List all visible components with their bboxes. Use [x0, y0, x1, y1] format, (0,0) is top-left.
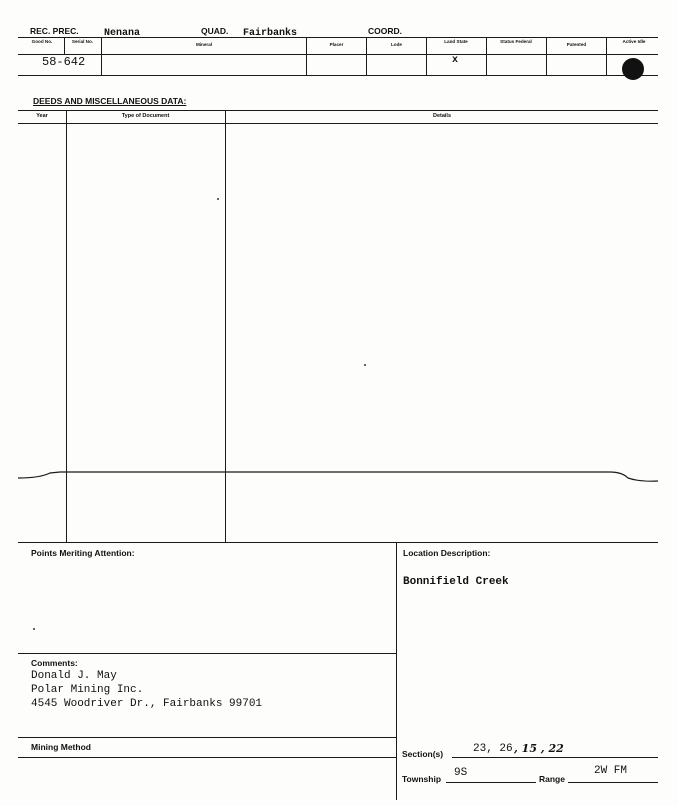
header-bottom-rule	[18, 75, 658, 76]
col-good-no: Good No.	[31, 39, 53, 44]
col-serial-no: Serial No.	[71, 39, 94, 44]
mining-method-label: Mining Method	[31, 742, 91, 752]
points-label: Points Meriting Attention:	[31, 548, 135, 558]
location-value: Bonnifield Creek	[403, 576, 509, 588]
coord-label: COORD.	[368, 26, 402, 36]
rec-prec-label: REC. PREC.	[30, 26, 79, 36]
sections-label: Section(s)	[402, 749, 444, 759]
township-underline	[446, 782, 536, 783]
header-middle-rule	[18, 54, 658, 55]
quad-label: QUAD.	[201, 26, 229, 36]
header-divider	[426, 37, 427, 75]
range-underline	[568, 782, 658, 783]
col-type-of-document: Type of Document	[121, 113, 170, 119]
lower-divider	[396, 542, 397, 800]
sections-underline	[452, 757, 658, 758]
land-state-mark: x	[452, 55, 459, 66]
col-land-state: Land State	[444, 39, 468, 44]
sections-handwritten-value: , 15 , 22	[514, 742, 564, 755]
col-status-federal: Status Federal	[500, 39, 532, 44]
township-label: Township	[402, 774, 442, 784]
sections-typed-value: 23, 26	[473, 743, 513, 755]
deeds-title: DEEDS AND MISCELLANEOUS DATA:	[33, 96, 187, 106]
comments-rule	[18, 653, 396, 654]
location-label: Location Description:	[403, 548, 491, 558]
range-value: 2W FM	[594, 765, 628, 777]
deeds-header-rule	[18, 123, 658, 124]
page-join-line	[0, 462, 678, 492]
mining-method-rule	[18, 737, 396, 738]
header-divider	[606, 37, 607, 75]
comments-label: Comments:	[31, 658, 78, 668]
col-year: Year	[36, 113, 48, 119]
header-top-rule	[18, 37, 658, 38]
range-label: Range	[539, 774, 565, 784]
comment-line: Polar Mining Inc.	[31, 684, 144, 696]
speck	[33, 628, 35, 630]
deeds-top-rule	[18, 110, 658, 111]
mining-method-underline	[18, 757, 396, 758]
township-value: 9S	[454, 767, 468, 779]
active-status-dot	[622, 58, 644, 80]
speck	[364, 364, 366, 366]
col-lode: Lode	[391, 42, 402, 47]
col-mineral: Mineral	[195, 42, 213, 47]
col-placer: Placer	[329, 42, 344, 47]
deeds-bottom-rule	[18, 542, 658, 543]
comment-line: 4545 Woodriver Dr., Fairbanks 99701	[31, 698, 263, 710]
col-details: Details	[432, 113, 452, 119]
rec-prec-value: Nenana	[104, 28, 141, 39]
comment-line: Donald J. May	[31, 670, 117, 682]
col-active-idle: Active Idle	[622, 39, 646, 44]
header-divider	[486, 37, 487, 75]
col-patented: Patented	[566, 42, 587, 47]
record-number: 58-642	[42, 55, 86, 69]
quad-value: Fairbanks	[243, 28, 298, 39]
speck	[217, 198, 219, 200]
